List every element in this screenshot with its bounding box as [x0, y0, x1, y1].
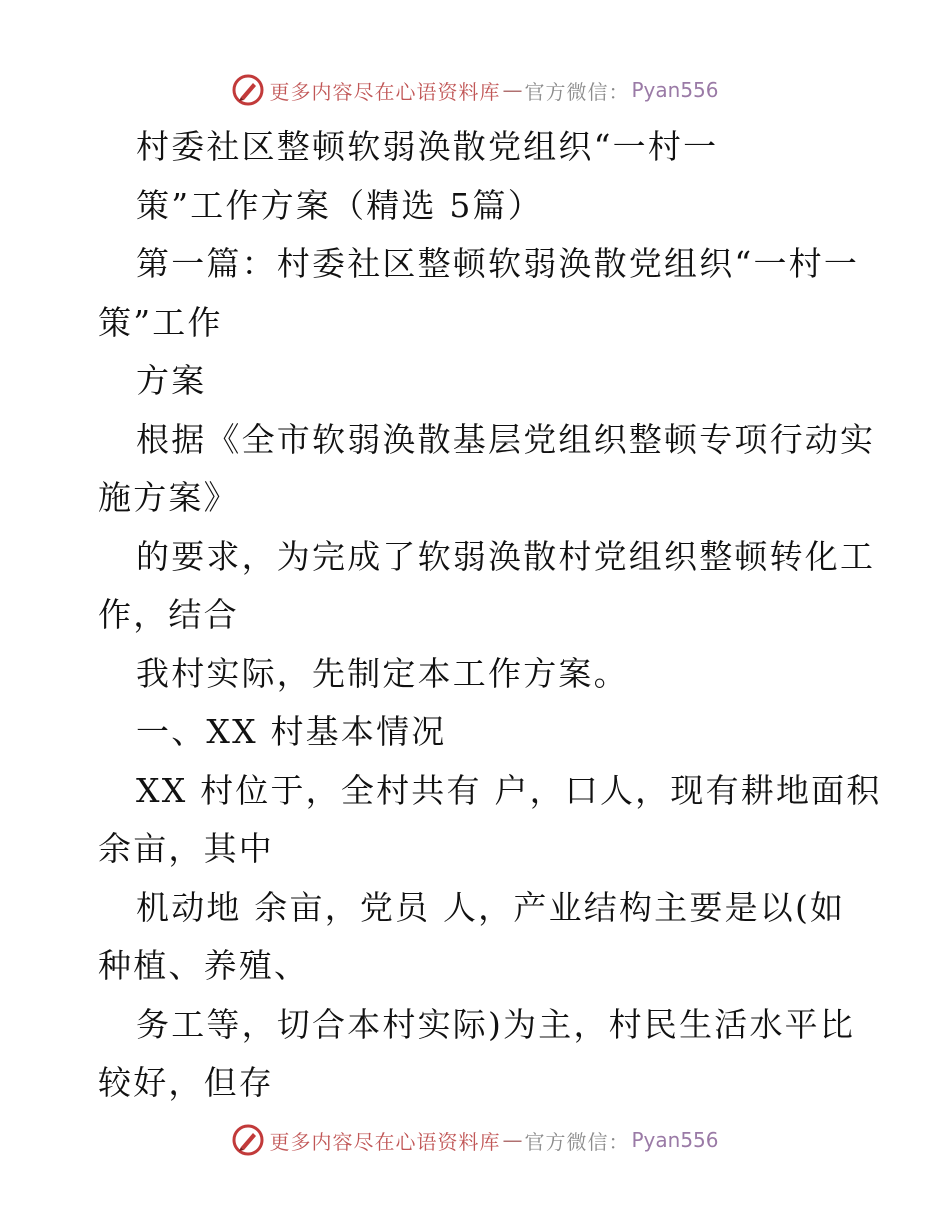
- watermark-dash: —: [502, 1128, 523, 1152]
- document-line: 种植、养殖、: [98, 946, 310, 985]
- document-line: 余亩，其中: [98, 829, 274, 868]
- document-line: 第一篇：村委社区整顿软弱涣散党组织“一村一: [136, 244, 860, 283]
- document-line: 方案: [136, 361, 207, 400]
- document-line: 务工等，切合本村实际)为主，村民生活水平比: [136, 1004, 856, 1044]
- watermark-site-name: 更多内容尽在心语资料库: [269, 79, 501, 104]
- document-line: 的要求，为完成了软弱涣散村党组织整顿转化工: [136, 536, 876, 576]
- document-line: XX 村位于，全村共有 户，口人，现有耕地面积: [136, 770, 882, 810]
- watermark-wechat-id: Pyan556: [631, 78, 719, 102]
- document-body: [98, 118, 882, 1113]
- watermark-site-name: 更多内容尽在心语资料库: [269, 1129, 501, 1154]
- watermark-wechat-label: 官方微信：: [524, 79, 630, 104]
- header-watermark: [0, 70, 950, 110]
- document-line: 较好，但存: [98, 1063, 274, 1102]
- watermark-dash: —: [502, 78, 523, 102]
- watermark-wechat-label: 官方微信：: [524, 1129, 630, 1154]
- pen-nib-circle-icon: [231, 73, 265, 107]
- document-line: 施方案》: [98, 478, 239, 517]
- document-line: 策”工作: [98, 302, 223, 342]
- document-line: 根据《全市软弱涣散基层党组织整顿专项行动实: [136, 419, 876, 459]
- document-line: 策”工作方案（精选 5篇）: [136, 185, 543, 225]
- document-line: 村委社区整顿软弱涣散党组织“一村一: [136, 127, 719, 166]
- document-line: 机动地 余亩，党员 人，产业结构主要是以(如: [136, 887, 846, 927]
- document-line: 我村实际，先制定本工作方案。: [136, 653, 629, 693]
- watermark-wechat-id: Pyan556: [631, 1128, 719, 1152]
- document-line: 作，结合: [98, 595, 239, 634]
- document-line: 一、XX 村基本情况: [136, 712, 447, 751]
- pen-nib-circle-icon: [231, 1123, 265, 1157]
- footer-watermark: [0, 1120, 950, 1160]
